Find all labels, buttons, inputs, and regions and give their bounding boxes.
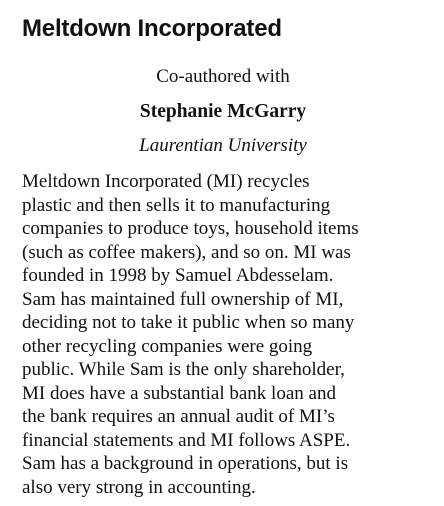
paragraph-line: deciding not to take it public when so many: [22, 312, 355, 333]
author-affiliation: Laurentian University: [139, 135, 307, 156]
paragraph-line: plastic and then sells it to manufacturing: [22, 194, 331, 216]
paragraph-line: Sam has a background in operations, but is: [22, 453, 349, 474]
paragraph-line: (such as coffee makers), and so on. MI was: [22, 241, 351, 263]
paragraph-line: also very strong in accounting.: [22, 476, 256, 498]
paragraph-line: Sam has maintained full ownership of MI,: [22, 288, 344, 310]
author-name: Stephanie McGarry: [139, 101, 307, 122]
body-paragraph: [22, 170, 424, 499]
paragraph-line: financial statements and MI follows ASPE.: [22, 429, 351, 451]
case-title: Meltdown Incorporated: [22, 15, 282, 42]
coauthored-label: Co-authored with: [156, 66, 290, 87]
paragraph-line: other recycling companies were going: [22, 335, 313, 357]
paragraph-line: public. While Sam is the only shareholder,: [22, 359, 345, 380]
paragraph-line: the bank requires an annual audit of MI’s: [22, 406, 335, 427]
paragraph-line: MI does have a substantial bank loan and: [22, 382, 336, 404]
paragraph-line: Meltdown Incorporated (MI) recycles: [22, 171, 310, 192]
paragraph-line: founded in 1998 by Samuel Abdesselam.: [22, 265, 334, 286]
paragraph-line: companies to produce toys, household items: [22, 218, 359, 239]
byline: [22, 64, 424, 158]
